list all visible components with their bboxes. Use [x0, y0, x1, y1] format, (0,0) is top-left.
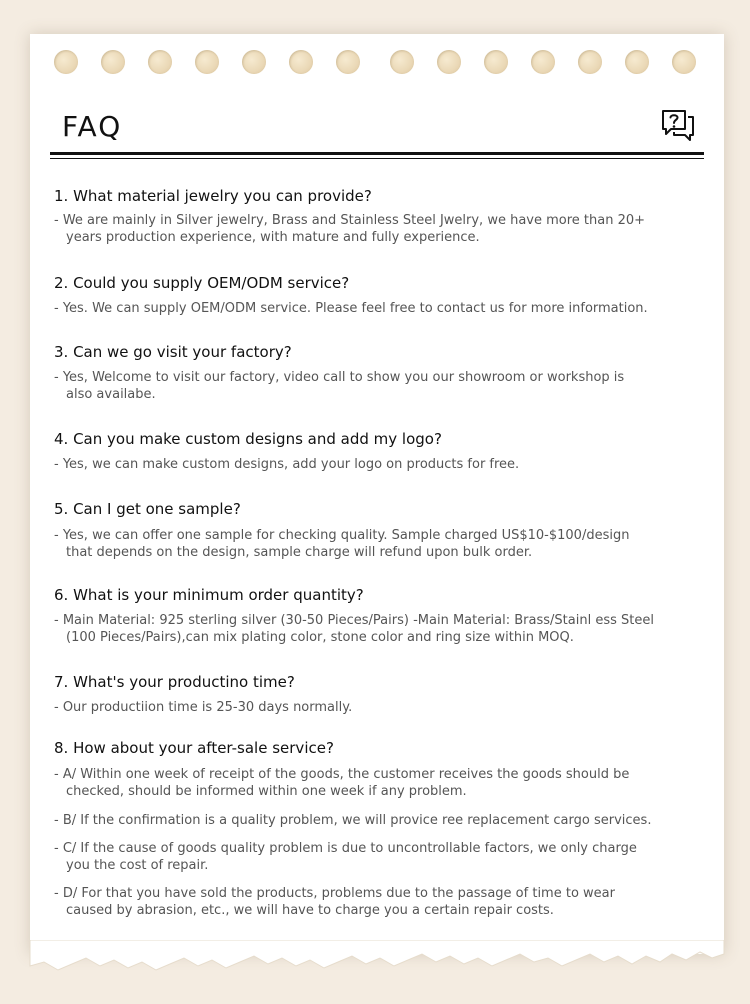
faq-answer-8d [54, 885, 714, 919]
faq-question-3: 3. Can we go visit your factory? [54, 343, 292, 361]
answer-line: - Yes, Welcome to visit our factory, video call to show you our showroom or workshop is [54, 370, 625, 385]
answer-line: - B/ If the confirmation is a quality problem, we will provice ree replacement cargo services. [54, 813, 652, 828]
faq-question-1: 1. What material jewelry you can provide? [54, 187, 372, 205]
answer-line: - Main Material: 925 sterling silver (30-50 Pieces/Pairs) -Main Material: Brass/Stainl ess Steel [54, 613, 654, 628]
answer-line: - Yes. We can supply OEM/ODM service. Please feel free to contact us for more information. [54, 301, 648, 316]
punch-hole [531, 50, 555, 74]
punch-hole [195, 50, 219, 74]
answer-line-continued: you the cost of repair. [66, 858, 209, 873]
answer-line: - Yes, we can make custom designs, add your logo on products for free. [54, 457, 520, 472]
punch-hole [101, 50, 125, 74]
punch-hole [625, 50, 649, 74]
answer-line: - Yes, we can offer one sample for checking quality. Sample charged US$10-$100/design [54, 528, 630, 543]
answer-line-continued: years production experience, with mature and fully experience. [66, 230, 480, 245]
faq-answer-8a [54, 766, 714, 800]
answer-line: - D/ For that you have sold the products, problems due to the passage of time to wear [54, 886, 615, 901]
punch-hole [336, 50, 360, 74]
faq-question-5: 5. Can I get one sample? [54, 500, 241, 518]
punch-hole [289, 50, 313, 74]
punch-hole [484, 50, 508, 74]
header-divider-thin [50, 158, 704, 159]
faq-answer-8c [54, 840, 714, 874]
punch-hole [578, 50, 602, 74]
punch-hole [54, 50, 78, 74]
faq-question-8: 8. How about your after-sale service? [54, 739, 334, 757]
faq-paper-card [30, 34, 724, 954]
punch-hole [672, 50, 696, 74]
answer-line-continued: (100 Pieces/Pairs),can mix plating color, stone color and ring size within MOQ. [66, 630, 574, 645]
faq-question-6: 6. What is your minimum order quantity? [54, 586, 364, 604]
answer-line-continued: that depends on the design, sample charge will refund upon bulk order. [66, 545, 533, 560]
page-title: FAQ [62, 110, 123, 143]
punch-hole [437, 50, 461, 74]
answer-line: - A/ Within one week of receipt of the goods, the customer receives the goods should be [54, 767, 630, 782]
faq-answer-7 [54, 699, 714, 716]
answer-line: - Our productiion time is 25-30 days normally. [54, 700, 353, 715]
faq-answer-3 [54, 369, 714, 403]
answer-line-continued: checked, should be informed within one week if any problem. [66, 784, 467, 799]
answer-line-continued: also availabe. [66, 387, 156, 402]
torn-paper-edge [0, 940, 750, 1004]
faq-answer-2 [54, 300, 714, 317]
faq-answer-8b [54, 812, 714, 829]
question-chat-icon [660, 108, 696, 144]
punch-hole [242, 50, 266, 74]
faq-question-4: 4. Can you make custom designs and add my logo? [54, 430, 442, 448]
faq-answer-4 [54, 456, 714, 473]
faq-answer-6 [54, 612, 714, 646]
faq-question-2: 2. Could you supply OEM/ODM service? [54, 274, 350, 292]
punch-holes-row [30, 50, 724, 76]
faq-answer-5 [54, 527, 714, 561]
punch-hole [390, 50, 414, 74]
answer-line: - We are mainly in Silver jewelry, Brass and Stainless Steel Jwelry, we have more than 20+ [54, 213, 646, 228]
faq-answer-1 [54, 212, 714, 246]
faq-question-7: 7. What's your productino time? [54, 673, 295, 691]
answer-line: - C/ If the cause of goods quality problem is due to uncontrollable factors, we only charge [54, 841, 637, 856]
punch-hole [148, 50, 172, 74]
header-divider-thick [50, 152, 704, 155]
answer-line-continued: caused by abrasion, etc., we will have to charge you a certain repair costs. [66, 903, 554, 918]
